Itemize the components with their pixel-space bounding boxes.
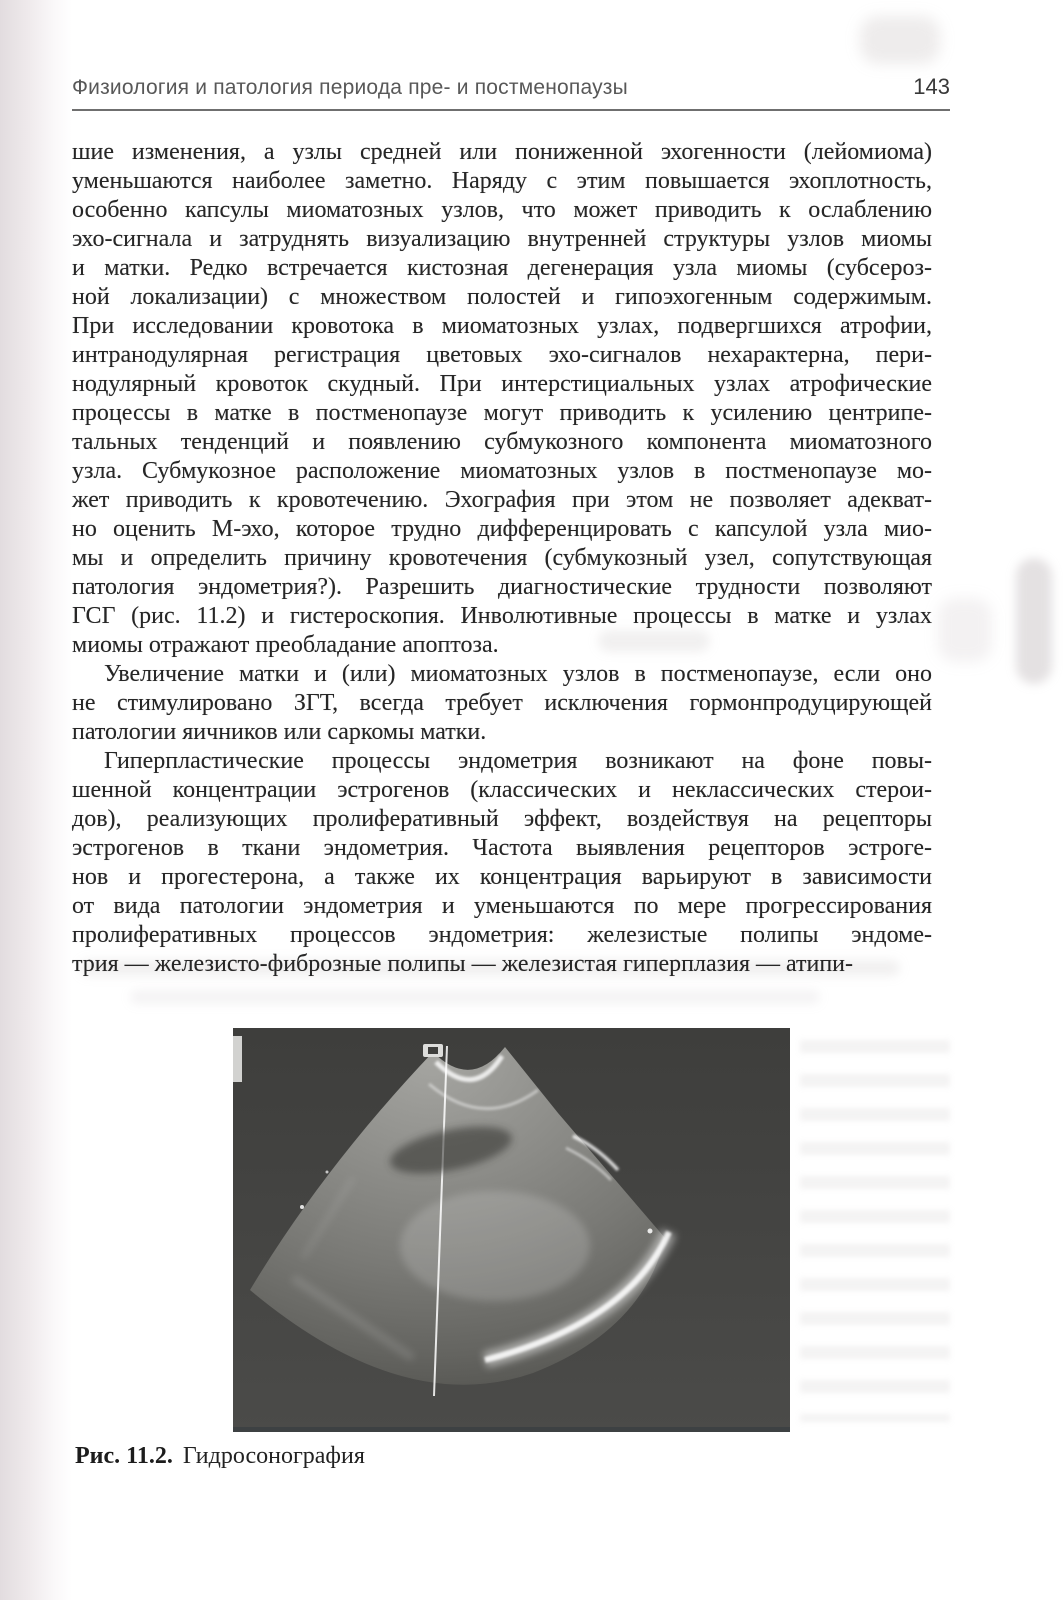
text-line: жет приводить к кровотечению. Эхография при этом не позволяет адекват- — [72, 487, 932, 513]
text-line: шенной концентрации эстрогенов (классических и неклассических стерои- — [72, 777, 932, 803]
text-line: нов и прогестерона, а также их концентрация варьируют в зависимости — [72, 864, 932, 890]
text-line: и матки. Редко встречается кистозная дегенерация узла миомы (субсероз- — [72, 255, 932, 281]
text-line: от вида патологии эндометрия и уменьшаются по мере прогрессирования — [72, 893, 932, 919]
photo-edge-notch — [233, 1036, 242, 1082]
text-line: ной локализации) с множеством полостей и гипоэхогенным содержимым. — [72, 284, 932, 310]
text-line: нодулярный кровоток скудный. При интерстициальных узлах атрофические — [72, 371, 932, 397]
text-line: интранодулярная регистрация цветовых эхо-сигналов нехарактерна, пери- — [72, 342, 932, 368]
ultrasound-photo — [233, 1028, 790, 1432]
text-line: но оценить М-эхо, которое трудно дифференцировать с капсулой узла мио- — [72, 516, 932, 542]
text-line: трия — железисто-фиброзные полипы — железистая гиперплазия — атипи- — [72, 951, 854, 977]
text-line: мы и определить причину кровотечения (субмукозный узел, сопутствующая — [72, 545, 932, 571]
text-line: особенно капсулы миоматозных узлов, что может приводить к ослаблению — [72, 197, 932, 223]
text-line: Увеличение матки и (или) миоматозных узлов в постменопаузе, если оно — [104, 661, 932, 687]
page-number: 143 — [913, 74, 950, 99]
text-line: патологии яичников или саркомы матки. — [72, 719, 487, 745]
paragraph — [72, 660, 932, 747]
text-line: При исследовании кровотока в миоматозных узлах, подвергшихся атрофии, — [72, 313, 932, 339]
paragraph — [72, 138, 932, 660]
text-line: уменьшаются наиболее заметно. Наряду с этим повышается эхоплотность, — [72, 168, 932, 194]
text-line: не стимулировано ЗГТ, всегда требует исключения гормонпродуцирующей — [72, 690, 932, 716]
bleed-through-smudge — [860, 16, 940, 64]
page-edge-shadow — [0, 0, 72, 1600]
text-line: миомы отражают преобладание апоптоза. — [72, 632, 499, 658]
text-line: эстрогенов в ткани эндометрия. Частота выявления рецепторов эстроге- — [72, 835, 932, 861]
body-text — [72, 138, 932, 979]
bleed-through-smudge — [1016, 558, 1052, 684]
text-line: тальных тенденций и появлению субмукозного компонента миоматозного — [72, 429, 932, 455]
text-line: шие изменения, а узлы средней или пониженной эхогенности (лейомиома) — [72, 139, 932, 165]
text-line: пролиферативных процессов эндометрия: железистые полипы эндоме- — [72, 922, 932, 948]
figure-caption-text: Гидросонография — [182, 1443, 365, 1469]
figure-caption-label: Рис. 11.2. — [75, 1443, 173, 1469]
bleed-through-smudge — [800, 1040, 950, 1422]
text-line: патология эндометрия?). Разрешить диагностические трудности позволяют — [72, 574, 932, 600]
figure-caption — [75, 1443, 365, 1470]
paragraph — [72, 747, 932, 979]
text-line: процессы в матке в постменопаузе могут приводить к усилению центрипе- — [72, 400, 932, 426]
text-line: узла. Субмукозное расположение миоматозных узлов в постменопаузе мо- — [72, 458, 932, 484]
page-header — [72, 74, 950, 111]
text-line: ГСГ (рис. 11.2) и гистероскопия. Инволютивные процессы в матке и узлах — [72, 603, 932, 629]
text-line: Гиперпластические процессы эндометрия возникают на фоне повы- — [104, 748, 932, 774]
running-title: Физиология и патология периода пре- и постменопаузы — [72, 76, 628, 99]
photo-bottom-edge — [233, 1427, 790, 1432]
bleed-through-smudge — [938, 598, 992, 662]
probe-marker-icon — [423, 1044, 443, 1057]
text-line: дов), реализующих пролиферативный эффект, воздействуя на рецепторы — [72, 806, 932, 832]
text-line: эхо-сигнала и затруднять визуализацию внутренней структуры узлов миомы — [72, 226, 932, 252]
figure-11-2 — [233, 1028, 790, 1432]
echogenic-region — [400, 1191, 590, 1301]
bleed-through-smudge — [130, 990, 820, 1004]
